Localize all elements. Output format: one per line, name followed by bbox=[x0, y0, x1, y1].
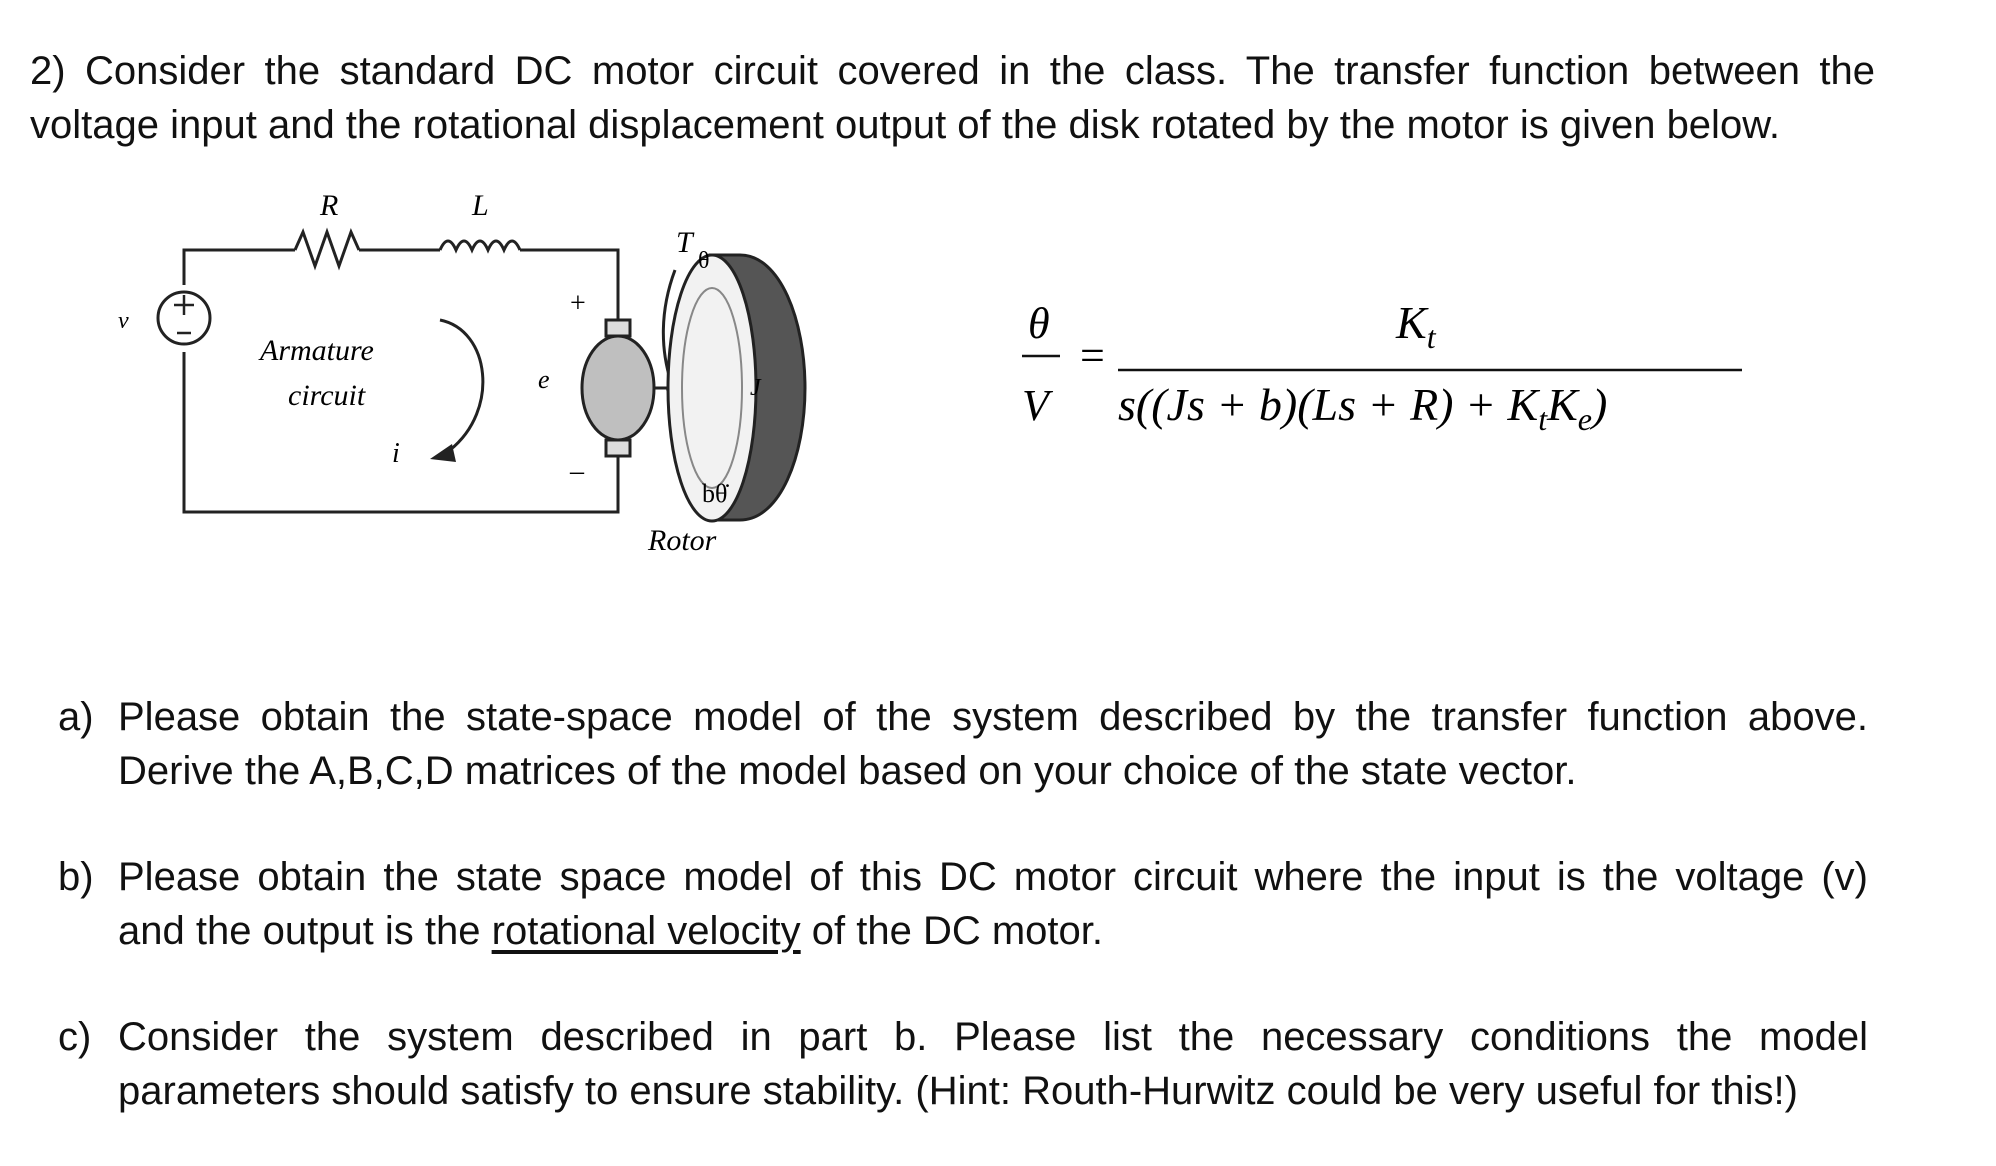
circuit-wire-bottom bbox=[184, 352, 618, 512]
question-b-line-2 bbox=[118, 904, 1868, 958]
problem-intro-line-1: 2) Consider the standard DC motor circuit covered in the class. The transfer function between the bbox=[30, 49, 1875, 93]
theta-label: θ bbox=[698, 248, 710, 274]
circuit-label: circuit bbox=[288, 379, 366, 412]
motor-plus-label: + bbox=[570, 288, 586, 319]
transfer-function-equation bbox=[1000, 290, 1780, 450]
voltage-label: v bbox=[118, 308, 129, 334]
friction-label: bθ̇ bbox=[702, 479, 728, 508]
question-c-line-1: Consider the system described in part b. Please list the necessary conditions the model bbox=[118, 1015, 1868, 1059]
armature-current-arrow bbox=[440, 320, 483, 450]
equation-lhs-denominator: V bbox=[1022, 381, 1049, 430]
question-b-label: b) bbox=[58, 855, 94, 899]
inductor-label: L bbox=[472, 189, 489, 222]
svg-text:s((Js + b)(Ls + R) + KtKe) bbox=[1118, 379, 1607, 437]
current-label: i bbox=[392, 438, 400, 469]
current-arrowhead bbox=[430, 444, 456, 462]
equation-lhs-numerator: θ bbox=[1028, 299, 1050, 348]
dc-motor-circuit-diagram bbox=[100, 180, 820, 580]
armature-label: Armature bbox=[260, 334, 374, 367]
equation-denominator-J: J bbox=[1166, 379, 1187, 430]
equation-equals: = bbox=[1080, 331, 1105, 380]
back-emf-label: e bbox=[538, 365, 550, 394]
torque-label: T bbox=[676, 226, 693, 259]
rotational-velocity-underlined: rotational velocity bbox=[491, 909, 801, 953]
problem-statement bbox=[30, 44, 1875, 152]
question-b-line-2-end: of the DC motor. bbox=[800, 909, 1104, 953]
question-a-line-1: Please obtain the state-space model of the system described by the transfer function above. bbox=[118, 695, 1868, 739]
resistor-symbol bbox=[295, 232, 359, 266]
equation-denominator-part-3: ) bbox=[1592, 379, 1608, 430]
question-c-label: c) bbox=[58, 1015, 92, 1059]
equation-denominator-subscript-e: e bbox=[1577, 401, 1592, 437]
equation-denominator-part-1: s(( bbox=[1118, 379, 1167, 430]
question-a-label: a) bbox=[58, 695, 94, 739]
resistor-label: R bbox=[320, 189, 339, 222]
problem-intro-line-2: voltage input and the rotational displacement output of the disk rotated by the motor is given below. bbox=[30, 103, 1780, 147]
inductor-symbol bbox=[440, 241, 520, 250]
motor-brush-top bbox=[606, 320, 630, 336]
question-b-line-2-start: and the output is the bbox=[118, 909, 492, 953]
equation-denominator-K: K bbox=[1547, 379, 1578, 430]
motor-armature-icon bbox=[582, 336, 654, 440]
rotor-disk-icon bbox=[668, 255, 805, 521]
inertia-label: J bbox=[750, 375, 761, 401]
svg-text:Kt bbox=[1395, 297, 1437, 355]
motor-brush-bottom bbox=[606, 440, 630, 456]
circuit-wire-top-right bbox=[520, 250, 618, 300]
circuit-wire-left bbox=[184, 250, 295, 285]
equation-denominator-subscript-t: t bbox=[1538, 401, 1548, 437]
question-a-line-2: Derive the A,B,C,D matrices of the model based on your choice of the state vector. bbox=[118, 749, 1577, 793]
question-c-line-2: parameters should satisfy to ensure stability. (Hint: Routh-Hurwitz could be very useful for this!) bbox=[118, 1069, 1798, 1113]
equation-rhs-numerator-subscript: t bbox=[1426, 319, 1436, 355]
equation-denominator-part-2: s + b)(Ls + R) + K bbox=[1186, 379, 1539, 430]
equation-rhs-numerator: K bbox=[1396, 297, 1427, 348]
motor-minus-label: – bbox=[570, 456, 584, 487]
rotor-label: Rotor bbox=[648, 524, 717, 557]
question-b-line-1: Please obtain the state space model of this DC motor circuit where the input is the voltage (v) bbox=[118, 855, 1868, 899]
